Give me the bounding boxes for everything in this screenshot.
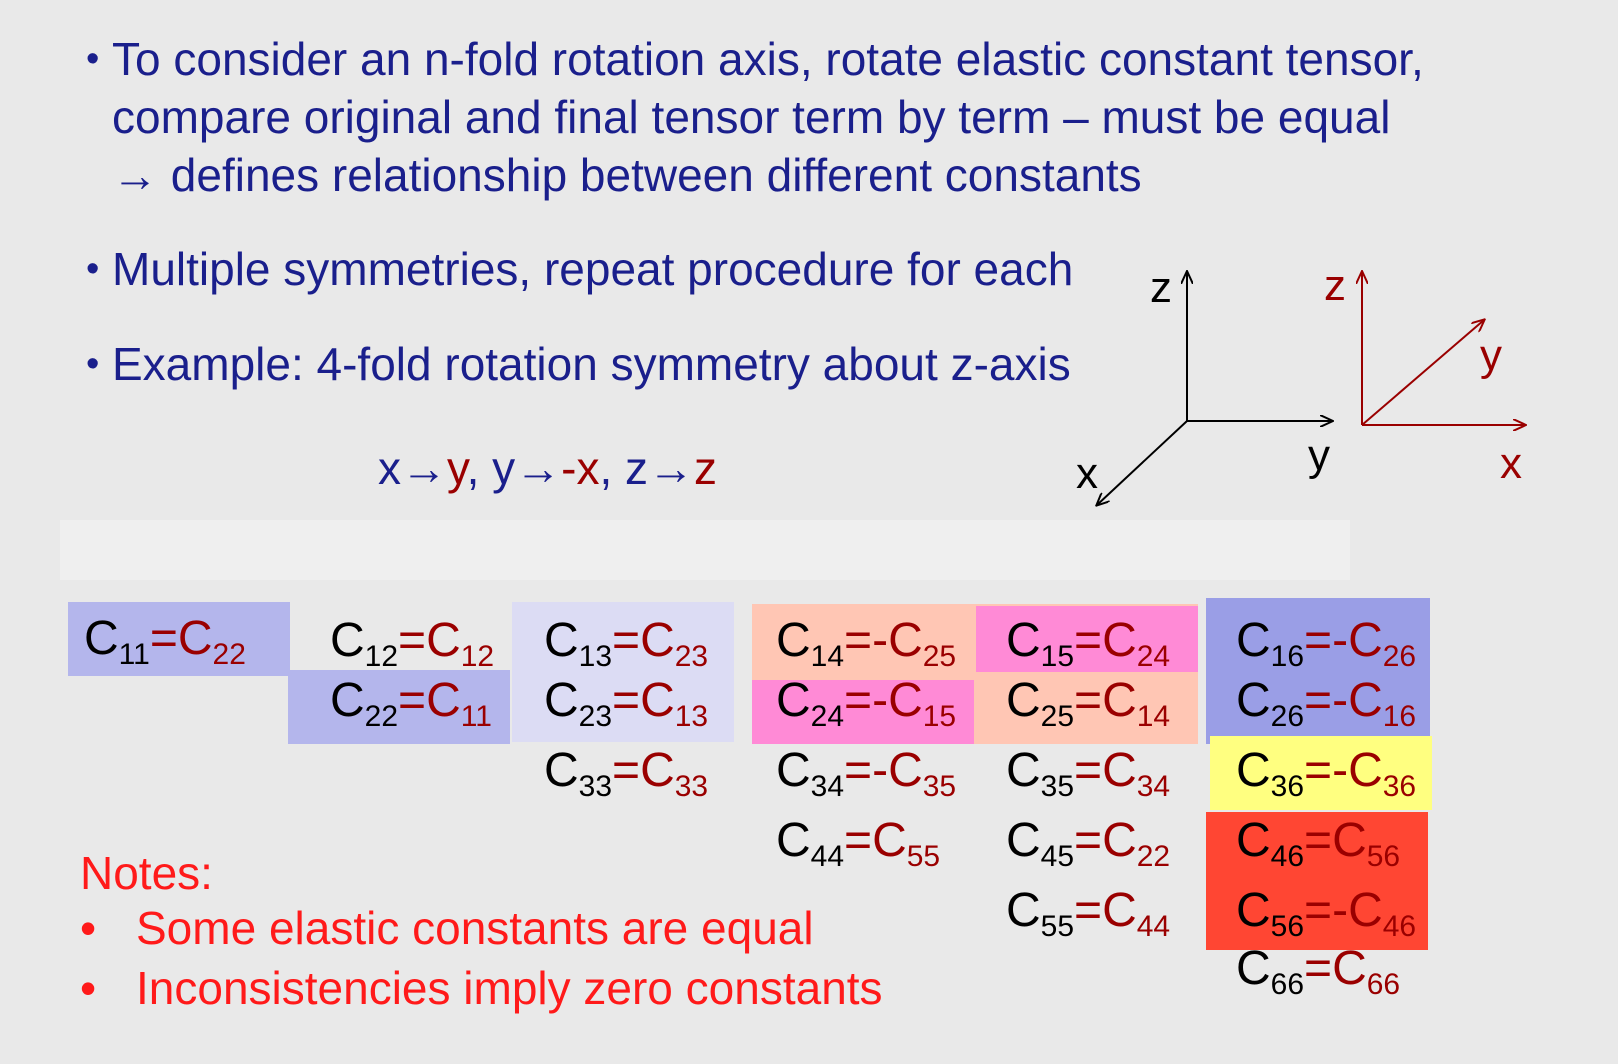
sym: C (1236, 814, 1271, 867)
sym: C (330, 614, 365, 667)
note-item (80, 900, 814, 956)
sym: C (426, 674, 461, 727)
mapping-part-1: x (378, 442, 401, 494)
sym: C (1006, 674, 1041, 727)
note-item-text: Some elastic constants are equal (136, 902, 814, 954)
sym: C (1102, 614, 1137, 667)
bullet-dot: • (80, 962, 97, 1014)
index-b: 33 (674, 770, 709, 803)
index-b: 14 (1136, 700, 1171, 733)
eq-c35 (1006, 742, 1171, 803)
right-arrow-icon: → (515, 442, 562, 494)
index-b: 23 (674, 640, 709, 673)
operator: =- (1304, 614, 1349, 667)
index-b: 46 (1382, 910, 1417, 943)
index-a: 13 (578, 640, 613, 673)
sym: C (776, 614, 811, 667)
sym: C (426, 614, 461, 667)
operator: =- (1304, 884, 1349, 937)
sym: C (84, 612, 119, 665)
bullet-dot: • (86, 343, 100, 385)
eq-c22 (330, 672, 492, 733)
note-item (80, 960, 883, 1016)
eq-c56 (1236, 882, 1417, 943)
notes-title: Notes: (80, 847, 213, 899)
eq-c34 (776, 742, 957, 803)
sym: C (640, 744, 675, 797)
note-item-text: Inconsistencies imply zero constants (136, 962, 883, 1014)
original-y-label: y (1308, 431, 1330, 480)
sym: C (1348, 614, 1383, 667)
bullet-dot: • (86, 38, 100, 80)
operator: = (398, 674, 427, 727)
operator: = (844, 814, 873, 867)
index-a: 36 (1270, 770, 1305, 803)
eq-c15 (1006, 612, 1171, 673)
index-b: 22 (212, 638, 246, 671)
operator: =- (844, 674, 889, 727)
operator: = (1074, 814, 1103, 867)
eq-c14 (776, 612, 957, 673)
index-a: 25 (1040, 700, 1075, 733)
index-a: 34 (810, 770, 845, 803)
operator: = (1304, 814, 1333, 867)
sym: C (1236, 942, 1271, 995)
index-a: 14 (810, 640, 845, 673)
index-b: 55 (906, 840, 941, 873)
operator: = (612, 614, 641, 667)
sym: C (1348, 884, 1383, 937)
operator: =- (1304, 674, 1349, 727)
sym: C (1102, 884, 1137, 937)
sym: C (1006, 614, 1041, 667)
rotated-z-label: z (1324, 261, 1346, 310)
index-b: 36 (1382, 770, 1417, 803)
mapping-part-4: -x (561, 442, 600, 494)
operator: = (1074, 674, 1103, 727)
sym: C (177, 612, 213, 665)
sym: C (1236, 674, 1271, 727)
sym: C (776, 674, 811, 727)
index-b: 25 (922, 640, 957, 673)
operator: = (1304, 942, 1333, 995)
eq-c44 (776, 812, 941, 873)
index-a: 26 (1270, 700, 1305, 733)
operator: = (612, 744, 641, 797)
bullet-dot: • (80, 902, 97, 954)
eq-c45 (1006, 812, 1171, 873)
sym: C (1006, 884, 1041, 937)
sym: C (1348, 674, 1383, 727)
operator: = (1074, 614, 1103, 667)
sym: C (1332, 814, 1367, 867)
bullet-dot: • (86, 248, 100, 290)
index-a: 33 (578, 770, 613, 803)
index-b: 22 (1136, 840, 1171, 873)
eq-c26 (1236, 672, 1417, 733)
sym: C (1006, 814, 1041, 867)
mapping-part-5: , z (599, 442, 649, 494)
index-a: 55 (1040, 910, 1075, 943)
eq-c16 (1236, 612, 1417, 673)
eq-c13 (544, 612, 709, 673)
index-b: 66 (1366, 968, 1401, 1001)
index-b: 16 (1382, 700, 1417, 733)
sym: C (1006, 744, 1041, 797)
operator: = (612, 674, 641, 727)
eq-c25 (1006, 672, 1171, 733)
bullet-1-line-1: To consider an n-fold rotation axis, rotate elastic constant tensor, (112, 33, 1424, 85)
operator: =- (1304, 744, 1349, 797)
sym: C (776, 744, 811, 797)
mapping-part-3: , y (466, 442, 516, 494)
sym: C (888, 674, 923, 727)
index-b: 35 (922, 770, 957, 803)
operator: = (1074, 744, 1103, 797)
index-a: 11 (118, 638, 150, 671)
sym: C (640, 614, 675, 667)
sym: C (1102, 814, 1137, 867)
sym: C (872, 814, 907, 867)
mapping-part-2: y (447, 442, 467, 494)
sym: C (888, 614, 923, 667)
index-b: 26 (1382, 640, 1417, 673)
operator: = (149, 612, 178, 665)
index-b: 44 (1136, 910, 1171, 943)
index-a: 46 (1270, 840, 1305, 873)
index-b: 15 (922, 700, 957, 733)
right-arrow-icon: → (112, 149, 158, 201)
sym: C (544, 744, 579, 797)
rotated-x-label: x (1500, 439, 1522, 488)
index-a: 23 (578, 700, 613, 733)
sym: C (1236, 884, 1271, 937)
index-b: 34 (1136, 770, 1171, 803)
index-b: 56 (1366, 840, 1401, 873)
eq-c66 (1236, 940, 1401, 1001)
sym: C (544, 674, 579, 727)
separator-band (60, 520, 1350, 580)
sym: C (888, 744, 923, 797)
eq-c55 (1006, 882, 1171, 943)
original-axes (1076, 263, 1332, 505)
sym: C (1332, 942, 1367, 995)
sym: C (330, 674, 365, 727)
index-a: 56 (1270, 910, 1305, 943)
index-a: 24 (810, 700, 845, 733)
original-x-label: x (1076, 449, 1098, 498)
original-z-label: z (1150, 263, 1172, 312)
rotated-y-axis (1362, 320, 1484, 425)
original-x-axis (1097, 421, 1187, 505)
index-a: 44 (810, 840, 845, 873)
bullet-1-line-3-text: defines relationship between different constants (170, 149, 1142, 201)
operator: =- (844, 744, 889, 797)
index-a: 35 (1040, 770, 1075, 803)
right-arrow-icon: → (401, 442, 447, 494)
eq-c11 (84, 610, 246, 671)
index-b: 12 (460, 640, 495, 673)
sym: C (776, 814, 811, 867)
sym: C (544, 614, 579, 667)
eq-c33 (544, 742, 709, 803)
mapping-part-6: z (694, 442, 718, 494)
operator: = (1074, 884, 1103, 937)
bullet-2-text: Multiple symmetries, repeat procedure for each (112, 243, 1074, 295)
index-a: 45 (1040, 840, 1075, 873)
index-b: 24 (1136, 640, 1171, 673)
eq-c12 (330, 612, 495, 673)
index-b: 11 (460, 700, 492, 733)
right-arrow-icon: → (648, 442, 695, 494)
index-a: 66 (1270, 968, 1305, 1001)
index-b: 13 (674, 700, 709, 733)
sym: C (1348, 744, 1383, 797)
sym: C (1102, 744, 1137, 797)
index-a: 16 (1270, 640, 1305, 673)
eq-c36 (1236, 742, 1417, 803)
rotated-y-label: y (1480, 331, 1502, 380)
sym: C (1236, 744, 1271, 797)
eq-c24 (776, 672, 957, 733)
index-a: 22 (364, 700, 399, 733)
eq-c46 (1236, 812, 1401, 873)
eq-c23 (544, 672, 709, 733)
index-a: 15 (1040, 640, 1075, 673)
rotated-axes (1324, 261, 1525, 488)
operator: = (398, 614, 427, 667)
index-a: 12 (364, 640, 399, 673)
bullet-3-text: Example: 4-fold rotation symmetry about z-axis (112, 338, 1071, 390)
sym: C (1102, 674, 1137, 727)
operator: =- (844, 614, 889, 667)
sym: C (1236, 614, 1271, 667)
sym: C (640, 674, 675, 727)
bullet-1-line-2: compare original and final tensor term by term – must be equal (112, 91, 1391, 143)
